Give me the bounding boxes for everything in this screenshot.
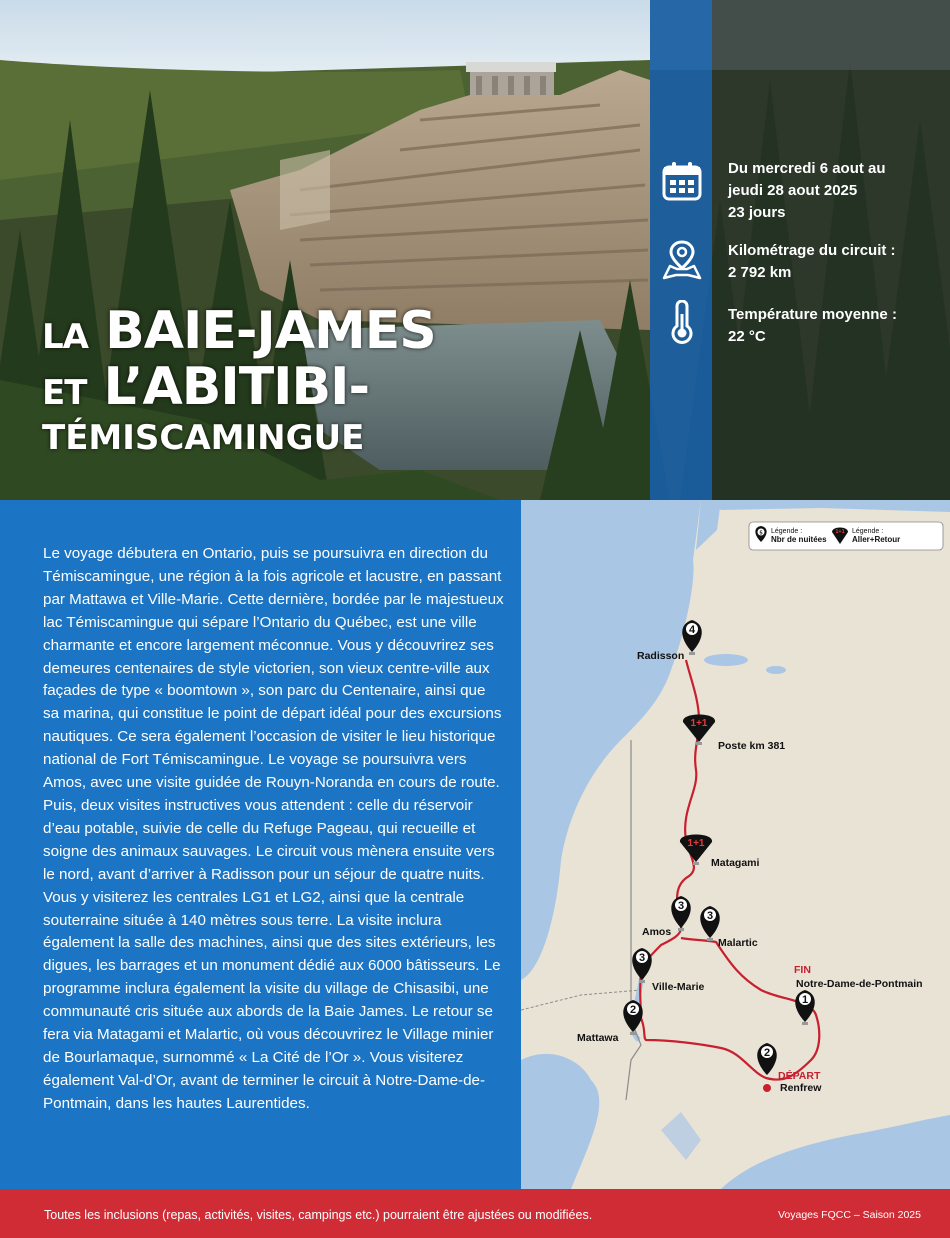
villemarie-nights: 3 xyxy=(638,952,646,964)
page-title xyxy=(42,301,436,458)
description-text: Le voyage débutera en Ontario, puis se poursuivra en direction du Témiscamingue, une région à la fois agricole et lacustre, en passant par Mattawa et Ville-Marie. Cette dernière, bordée par le majestueux lac Témiscamingue qui sépare l’Ontario du Québec, est une ville charmante et encore largement méconnue. Vous y découvrirez ses demeures centenaires de style victorien, son vieux centre-ville aux façades de type « boomtown », son parc du Centenaire, ainsi que sa marina, qui constitue le point de départ idéal pour des excursions nautiques. Ce sera également l’occasion de visiter le lieu historique national de Fort Témiscamingue. Le voyage se poursuivra vers Amos, avec une visite guidée de Rouyn-Noranda en cours de route. Puis, deux visites instructives vous attendent : celle du réservoir d’eau potable, suivie de celle du Refuge Pageau, qui recueille et soigne des animaux sauvages. Le circuit vous mènera ensuite vers le nord, avant d’arriver à Radisson pour un séjour de quatre nuits. Vous y visiterez les centrales LG1 et LG2, ainsi que la centrale souterraine située à 140 mètres sous terre. La visite inclura également la salle des machines, ainsi que des sites extérieurs, les digues, les barrages et un monument dédié aux 6000 bâtisseurs. Le programme inclura également la visite du village de Chisasibi, une communauté cris située aux abords de la Baie James. Le retour se fera via Matagami et Malartic, où vous découvrirez le Village minier de Bourlamaque, surnommé « La Cité de l’Or ». Vous visiterez également Val-d’Or, avant de terminer le circuit à Notre-Dame-de-Pontmain, dans les hautes Laurentides. xyxy=(43,545,504,1112)
distance-value: 2 792 km xyxy=(728,264,792,281)
villemarie-label: Ville-Marie xyxy=(652,981,705,993)
legend-return-label: Légende : xyxy=(852,528,884,535)
dates-line2: jeudi 28 aout 2025 xyxy=(728,182,858,199)
matagami-nights: 1+1 xyxy=(687,838,705,849)
radisson-nights: 4 xyxy=(688,624,696,636)
title-line1-big: BAIE-JAMES xyxy=(105,301,436,361)
ndp-tag: FIN xyxy=(794,964,811,976)
malartic-nights: 3 xyxy=(706,910,714,922)
map-pin-icon xyxy=(660,238,704,282)
title-line3: TÉMISCAMINGUE xyxy=(42,418,365,458)
renfrew-nights: 2 xyxy=(763,1047,771,1059)
mattawa-label: Mattawa xyxy=(577,1032,619,1044)
title-line2-small: ET xyxy=(42,373,87,413)
legend-nights-sample: 5 xyxy=(759,530,763,537)
ndp-nights: 1 xyxy=(801,994,809,1006)
temperature-value: 22 °C xyxy=(728,328,766,345)
calendar-icon xyxy=(660,160,704,204)
mattawa-nights: 2 xyxy=(629,1004,637,1016)
footer-bar xyxy=(0,1189,950,1238)
legend-return-sample: 1+1 xyxy=(835,529,845,535)
legend-return-text: Aller+Retour xyxy=(852,535,901,544)
dates-line1: Du mercredi 6 aout au xyxy=(728,160,886,177)
map-legend xyxy=(749,522,943,550)
renfrew-tag: DÉPART xyxy=(778,1070,821,1082)
poste-label: Poste km 381 xyxy=(718,740,786,752)
matagami-label: Matagami xyxy=(711,857,760,869)
renfrew-label: Renfrew xyxy=(780,1082,822,1094)
footer-season: Voyages FQCC – Saison 2025 xyxy=(777,1209,921,1221)
title-line2-big: L’ABITIBI- xyxy=(103,357,370,417)
temperature-info xyxy=(728,304,897,348)
poste-nights: 1+1 xyxy=(690,718,708,729)
temperature-label: Température moyenne : xyxy=(728,306,897,323)
dates-info xyxy=(728,158,886,224)
distance-info xyxy=(728,240,896,284)
distance-label: Kilométrage du circuit : xyxy=(728,242,896,259)
amos-label: Amos xyxy=(642,926,672,938)
dates-duration: 23 jours xyxy=(728,204,786,221)
title-line1-small: LA xyxy=(42,317,88,357)
ndp-label: Notre-Dame-de-Pontmain xyxy=(796,978,923,990)
amos-nights: 3 xyxy=(677,900,685,912)
radisson-label: Radisson xyxy=(637,650,685,662)
malartic-label: Malartic xyxy=(718,937,758,949)
legend-nights-label: Légende : xyxy=(771,528,803,535)
legend-nights-text: Nbr de nuitées xyxy=(771,535,827,544)
thermometer-icon xyxy=(660,300,704,344)
route-map xyxy=(521,500,950,1189)
route-map-svg xyxy=(521,500,950,1189)
footer-note: Toutes les inclusions (repas, activités, visites, campings etc.) pourraient être ajustées ou modifiées. xyxy=(44,1208,593,1222)
